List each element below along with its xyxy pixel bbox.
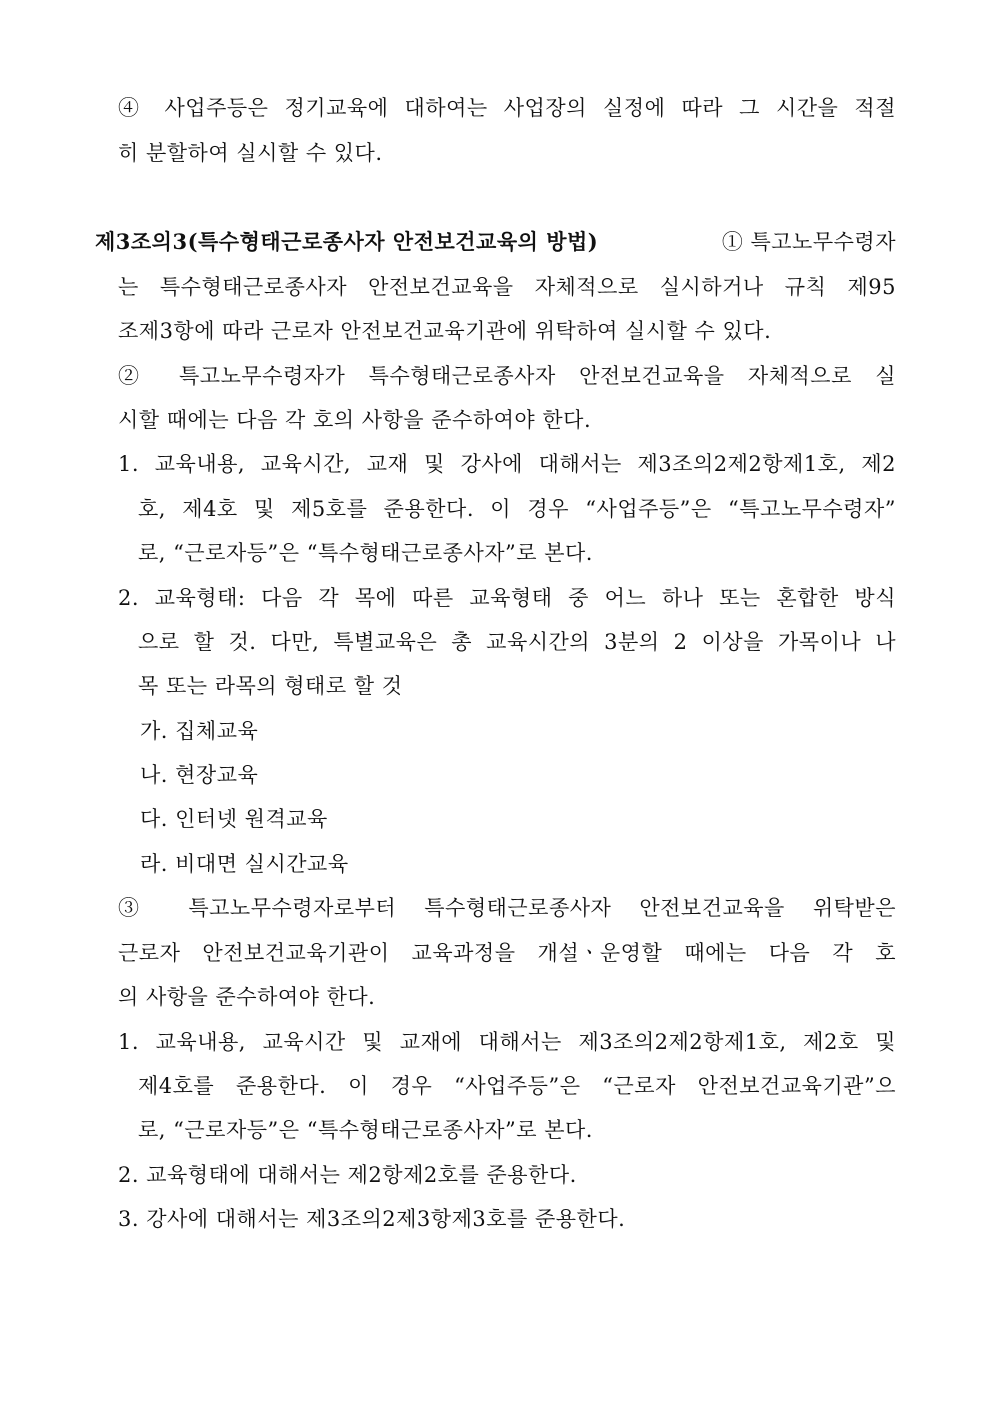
para3-item3: 3. 강사에 대해서는 제3조의2제3항제3호를 준용한다.: [118, 1207, 626, 1231]
para3-item1-line-1: 1. 교육내용, 교육시간 및 교재에 대해서는 제3조의2제2항제1호, 제2호 및: [118, 1030, 896, 1054]
para2-item1-line-3: 로, “근로자등”은 “특수형태근로종사자”로 본다.: [138, 541, 593, 565]
article-para1-line-2: 는 특수형태근로종사자 안전보건교육을 자체적으로 실시하거나 규칙 제95: [118, 275, 896, 299]
article-para1-start: ① 특고노무수령자: [721, 230, 896, 254]
para2-item2-line-2: 으로 할 것. 다만, 특별교육은 총 교육시간의 3분의 2 이상을 가목이나 나: [138, 630, 896, 654]
para4-line-1: ④ 사업주등은 정기교육에 대하여는 사업장의 실정에 따라 그 시간을 적절: [118, 96, 896, 120]
article-para3-line-3: 의 사항을 준수하여야 한다.: [118, 985, 376, 1009]
para3-item1-line-3: 로, “근로자등”은 “특수형태근로종사자”로 본다.: [138, 1118, 593, 1142]
article-heading-line: [95, 227, 896, 257]
article-para2-line-1: ② 특고노무수령자가 특수형태근로종사자 안전보건교육을 자체적으로 실: [118, 364, 896, 388]
article-para2-line-2: 시할 때에는 다음 각 호의 사항을 준수하여야 한다.: [118, 408, 592, 432]
sub-item-na: 나. 현장교육: [140, 763, 259, 787]
article-para1-line-3: 조제3항에 따라 근로자 안전보건교육기관에 위탁하여 실시할 수 있다.: [118, 319, 772, 343]
sub-item-da: 다. 인터넷 원격교육: [140, 807, 328, 831]
para4-line-2: 히 분할하여 실시할 수 있다.: [118, 141, 383, 165]
sub-item-ga: 가. 집체교육: [140, 719, 259, 743]
sub-item-ra: 라. 비대면 실시간교육: [140, 852, 349, 876]
para2-item1-line-2: 호, 제4호 및 제5호를 준용한다. 이 경우 “사업주등”은 “특고노무수령자”: [138, 497, 896, 521]
para3-item2: 2. 교육형태에 대해서는 제2항제2호를 준용한다.: [118, 1163, 577, 1187]
para2-item2-line-1: 2. 교육형태: 다음 각 목에 따른 교육형태 중 어느 하나 또는 혼합한 방식: [118, 586, 896, 610]
para2-item2-line-3: 목 또는 라목의 형태로 할 것: [138, 674, 403, 698]
article-title: 제3조의3(특수형태근로종사자 안전보건교육의 방법): [95, 229, 599, 254]
article-para3-line-2: 근로자 안전보건교육기관이 교육과정을 개설ㆍ운영할 때에는 다음 각 호: [118, 941, 896, 965]
article-para3-line-1: ③ 특고노무수령자로부터 특수형태근로종사자 안전보건교육을 위탁받은: [118, 896, 896, 920]
para3-item1-line-2: 제4호를 준용한다. 이 경우 “사업주등”은 “근로자 안전보건교육기관”으: [138, 1074, 896, 1098]
para2-item1-line-1: 1. 교육내용, 교육시간, 교재 및 강사에 대해서는 제3조의2제2항제1호, 제2: [118, 452, 896, 476]
